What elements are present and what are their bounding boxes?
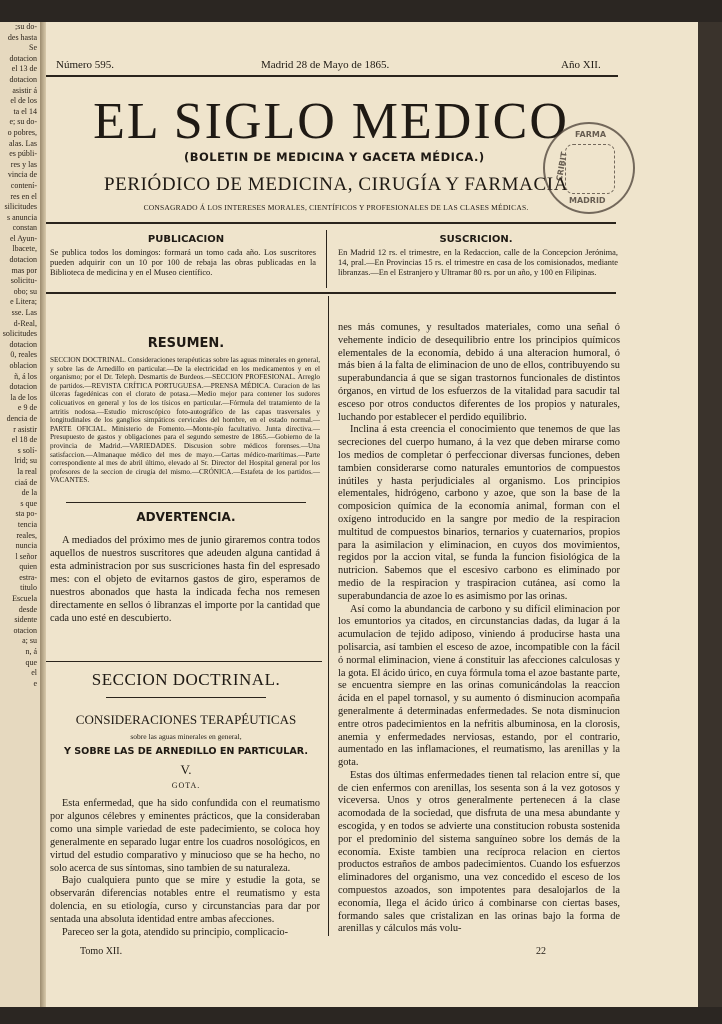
left-page-line: la de los xyxy=(10,392,37,402)
left-page-line: solicitu- xyxy=(10,276,37,286)
body-paragraph: Pareceo ser la gota, atendido su principio, complicacio- xyxy=(62,927,289,939)
advertencia-paragraph: A mediados del próximo mes de junio giraremos contra todos aquellos de nuestros suscritores que adeuden alguna cantidad á esta administracion por sus suscriciones hasta fin del espresado mes: con el objeto de evitarnos gastos de giro, esperamos de nuestros abonados que hasta la indicada fecha nos remesen directamente en sellos ó libranzas el importe por la cantidad que cada uno esté en descubierto. xyxy=(50,535,320,624)
left-page-line: constan xyxy=(12,223,37,233)
left-page-line: titulo xyxy=(20,583,37,593)
publicacion-heading: PUBLICACION xyxy=(147,234,225,245)
left-page-line: Escuela xyxy=(12,594,37,604)
left-page-line: ciaá de xyxy=(14,477,37,487)
chapter-numeral: V. xyxy=(180,762,192,777)
header-rule xyxy=(46,75,618,77)
considerations-heading: CONSIDERACIONES TERAPÉUTICAS xyxy=(75,712,297,727)
suscricion-heading: SUSCRICION. xyxy=(439,234,513,245)
tomo-label: Tomo XII. xyxy=(80,946,123,957)
left-page-line: e; su do- xyxy=(9,117,37,127)
publicacion-text: Se publica todos los domingos: formará un tomo cada año. Los suscritores pueden adquirir con un 10 por 100 de rebaja las obras publicadas en la Biblioteca de medicina y en el Museo científico. xyxy=(50,248,316,277)
left-page-line: sidente xyxy=(14,615,37,625)
issue-header xyxy=(56,59,636,73)
left-page-line: que xyxy=(25,657,37,667)
left-page-line: reales, xyxy=(16,530,37,540)
left-page-line: a; su xyxy=(22,636,37,646)
library-stamp xyxy=(543,122,635,214)
advertencia-rule xyxy=(46,661,322,662)
left-page-line: des hasta xyxy=(7,32,37,42)
left-page-line: Se xyxy=(29,43,37,53)
left-page-line: sta po- xyxy=(15,509,37,519)
considerations-subheading: sobre las aguas minerales en general, xyxy=(130,732,242,741)
left-page-line: tencia xyxy=(17,519,37,529)
left-page-line: ñ, á los xyxy=(14,371,37,381)
left-page-line: dotacion xyxy=(9,74,37,84)
seccion-body xyxy=(50,798,320,940)
left-page-line: lrid; su xyxy=(14,456,37,466)
left-page-line: el 18 de xyxy=(11,435,37,445)
left-page-line: 0, reales xyxy=(10,350,37,360)
left-page-line: silicitudes xyxy=(4,202,37,212)
left-page-line: dotacion xyxy=(9,53,37,63)
seccion-rule xyxy=(106,697,266,698)
right-paragraph: Así como la abundancia de carbono y su difícil eliminacion por los emuntorios ya citados, en circunstancias dadas, da lugar á la acumulacion de tejido adiposo, viniendo á producirse hasta una polisarcia, así tambien el esceso de azoe, incompatible con la fácil ó normal eliminacion, viene á constituir las afecciones calculosas y la gota. El ácido úrico, en cuya fórmula toma el azoe bastante parte, se encuentra siempre en las orinas comunicándolas la reaccion ácida en el papel tornasol, y su aumento ó disminucion acompaña generalmente á determinadas enfermedades. Se nota disminucion entre otros padecimientos en la nefritis albuminosa, en la clorosis, anemia y enfermedades nerviosas, estando, por el contrario, aumentado en las inflamaciones, el reumatismo, las arenillas y la gota. xyxy=(338,603,620,769)
newspaper-page xyxy=(46,22,698,1007)
right-paragraph: nes más comunes, y resultados materiales, como una señal ó vehemente indicio de desequilibrio entre los principios químicos elementales de la economía, debido á una alteracion humoral, ó más bien á la falta de eliminacion de uno de ellos, contribuyendo su superabundancia á que se sigan trastornos funcionales de distintos órganos, en virtud de los esfuerzos de la vitalidad para sacudir tal esceso por otros conductos diferentes de los propios y naturales, luchando por establecer el perdido equilibrio. xyxy=(338,322,620,423)
right-paragraph: Inclina á esta creencia el conocimiento que tenemos de que las secreciones del cuerpo humano, á la vez que deben mirarse como los medios de completar ó perfeccionar diversas funciones, deben tambien considerarse como naturales emuntorios de compuestos inútiles y hasta perjudiciales al organismo. Los principios elementales, hidrógeno, carbono y azoe, que son la base de la composicion química de la economía animal, forman con el oxígeno introducido en la sangre por medio de la respiracion multitud de compuestos binarios, ternarios y cuaternarios, propios para la asimilacion y eliminacion, en cuyos dos movimientos, regidos por la accion vital, se funda la funcion fisiológica de la nutricion. Sabemos que el escesivo carbono es eliminado por medio de la respiracion y traspiracion cutánea, así como la superabundancia de azoe lo es asimismo por las orinas. xyxy=(338,424,620,602)
left-page-line: otacion xyxy=(13,625,37,635)
left-page-line: contení- xyxy=(10,180,37,190)
left-page-line: quien xyxy=(19,562,37,572)
issue-year: Año XII. xyxy=(561,59,601,71)
stamp-top-text: FARMA xyxy=(575,130,607,139)
left-page-line: d-Real, xyxy=(13,318,37,328)
stamp-side-text: CRIBIT xyxy=(554,151,569,182)
stamp-bottom-text: MADRID xyxy=(569,196,606,205)
left-page-line: estra- xyxy=(19,572,37,582)
left-page-line: s que xyxy=(20,498,37,508)
body-paragraph: Bajo cualquiera punto que se mire y estudie la gota, se observarán diferencias notables entre el reumatismo y esta dolencia, en su etiología, curso y circunstancias para dar por sentada una absoluta identidad entre ambas afecciones. xyxy=(50,875,320,926)
left-page-line: e 9 de xyxy=(17,403,37,413)
advertencia-text xyxy=(50,534,320,625)
left-page-line: e xyxy=(33,678,37,688)
left-page-line: desde xyxy=(18,604,37,614)
left-page-line: s anuncia xyxy=(7,212,37,222)
left-page-line: nuncia xyxy=(15,541,37,551)
info-rule xyxy=(46,292,616,294)
left-page-line: ta el 14 xyxy=(13,106,37,116)
left-page-line: oblacion xyxy=(9,361,37,370)
stamp-crest-icon xyxy=(565,144,615,194)
left-page-line: ;su do- xyxy=(15,22,37,31)
left-page-line: dotacion xyxy=(9,255,37,265)
masthead-rule xyxy=(46,222,616,224)
page-number: 22 xyxy=(536,946,546,957)
masthead-subtitle: (BOLETIN DE MEDICINA Y GACETA MÉDICA.) xyxy=(184,150,485,164)
page-edge xyxy=(698,22,722,1007)
left-page-line: es públi- xyxy=(9,149,37,159)
left-page-line: dotacion xyxy=(9,382,37,392)
masthead-periodico: PERIÓDICO DE MEDICINA, CIRUGÍA Y FARMACIA xyxy=(103,174,569,195)
left-page-line: el xyxy=(31,668,37,678)
suscricion-text: En Madrid 12 rs. el trimestre, en la Redaccion, calle de la Concepcion Jerónima, 14, pral.—En Provincias 15 rs. el trimestre en casa de los comisionados, mediante libranzas.—En el Estranjero y Ultramar 80 rs. por un año, y 100 en Filipinas. xyxy=(338,248,618,277)
left-page-line: r asistir xyxy=(13,424,37,434)
left-page-line: e Litera; xyxy=(10,297,37,307)
masthead-title: EL SIGLO MEDICO xyxy=(93,93,569,150)
left-page-line: el 13 de xyxy=(11,64,37,74)
left-page-line: s solí- xyxy=(17,445,37,455)
left-page-line: vincia de xyxy=(7,170,37,180)
left-page-line: o pobres, xyxy=(7,127,37,137)
masthead-consagrado: CONSAGRADO Á LOS INTERESES MORALES, CIENTÍFICOS Y PROFESIONALES DE LAS CLASES MÉDICAS. xyxy=(143,203,529,212)
resumen-rule xyxy=(66,502,306,503)
left-page-line: alas. Las xyxy=(9,138,37,148)
left-page-line: el de los xyxy=(10,96,37,106)
issue-date: Madrid 28 de Mayo de 1865. xyxy=(261,59,390,71)
left-page-line: el Ayun- xyxy=(9,233,37,243)
left-page-fragment xyxy=(0,22,40,1007)
advertencia-heading: ADVERTENCIA. xyxy=(136,510,236,524)
seccion-heading: SECCION DOCTRINAL. xyxy=(91,670,281,689)
left-page-line: dencia de xyxy=(6,413,37,423)
left-page-line: de la xyxy=(21,488,37,498)
column-divider xyxy=(328,296,329,936)
left-page-line: n, á xyxy=(25,647,37,657)
header-divider xyxy=(326,230,327,288)
left-page-line: res y las xyxy=(10,159,37,169)
left-page-line: obo; su xyxy=(13,286,37,296)
left-page-line: la real xyxy=(17,466,37,476)
resumen-heading: RESUMEN. xyxy=(147,336,225,351)
left-page-line: mas por xyxy=(11,265,37,275)
left-page-line: lbacete, xyxy=(12,244,37,254)
left-page-line: asistir á xyxy=(12,85,37,95)
gota-heading: GOTA. xyxy=(171,781,201,790)
left-page-line: l señor xyxy=(15,551,37,561)
right-paragraph: Estas dos últimas enfermedades tienen tal relacion entre sí, que de cien enfermos con arenillas, los sesenta son á la vez gotosos y viceversa. Unos y otros generalmente pertenecen á la clase acomodada de la sociedad, que disfruta de una mesa abundante y escogida, y en todos se advierte una constitucion robusta sostenida por el predominio del sistema sanguíneo sobre los demás de la economía. Existe tambien una recíproca relacion en ciertos productos estraños de ambos padecimientos. Cuando los esfuerzos eliminadores del organismo, una vez concedido el esceso de los compuestos azoados, son impotentes para desalojarlos de la economía, llega el ácido úrico á combinarse con ciertas bases, formando sales que cristalizan en las orinas bajo la forma de arenillas y cálculos más volu- xyxy=(338,769,620,935)
resumen-text: SECCION DOCTRINAL. Consideraciones terapéuticas sobre las aguas minerales en general, y sobre las de Arnedillo en particular.—De la electricidad en los medicamentos y en el organismo; por el Dr. Teleph. Desmartis de Burdeos.—SECCION PROFESIONAL. Arreglo de partidos.—REVISTA CRÍTICA PORTUGUESA.—PRENSA MÉDICA. Curacion de las úlceras fagedénicas con el clorato de potasa.—Medio mejor para contener los sudores colicuativos en general y los de los tísicos en particular.—Fórmula del tratamiento de la artritis nodosa.—Estudio microscópico foto-autográfico de las capas trasversales y longitudinales de los ganglios simpáticos cervicales del hombre, en el estado normal.—PARTE OFICIAL. Ministerio de Fomento.—Monte-pío facultativo. Junta directiva.—Presupuesto de gastos y obligaciones para el segundo semestre de 1865.—Gobierno de la provincia de Madrid.—VARIEDADES. Discusion sobre médicos forenses.—Una satisfaccion.—Almanaque médico del mes de mayo.—Cartas médico-marítimas.—Parte correspondiente al mes de abril último, elevado al Sr. Director del Hospital general por los profesores de la seccion de cirugía del mismo.—CRÓNICA.—Estafeta de los partidos.—VACANTES. xyxy=(50,356,320,485)
arnedillo-heading: Y SOBRE LAS DE ARNEDILLO EN PARTICULAR. xyxy=(63,746,309,757)
left-page-line: res en el xyxy=(10,191,37,201)
right-column-text xyxy=(338,322,620,936)
issue-number: Número 595. xyxy=(56,59,115,71)
body-paragraph: Esta enfermedad, que ha sido confundida con el reumatismo por algunos célebres y eminentes prácticos, que la consideraban como una simple variedad de este padecimiento, se coloca hoy generalmente en separado lugar entre los cuadros nosológicos, en virtud del estudio comparativo y minucioso que se ha hecho, no solo acerca de sus síntomas, sino tambien de su naturaleza. xyxy=(50,798,320,874)
left-page-line: sse. Las xyxy=(11,308,37,318)
left-page-line: solicitudes xyxy=(2,329,37,339)
left-page-line: dotacion xyxy=(9,339,37,349)
